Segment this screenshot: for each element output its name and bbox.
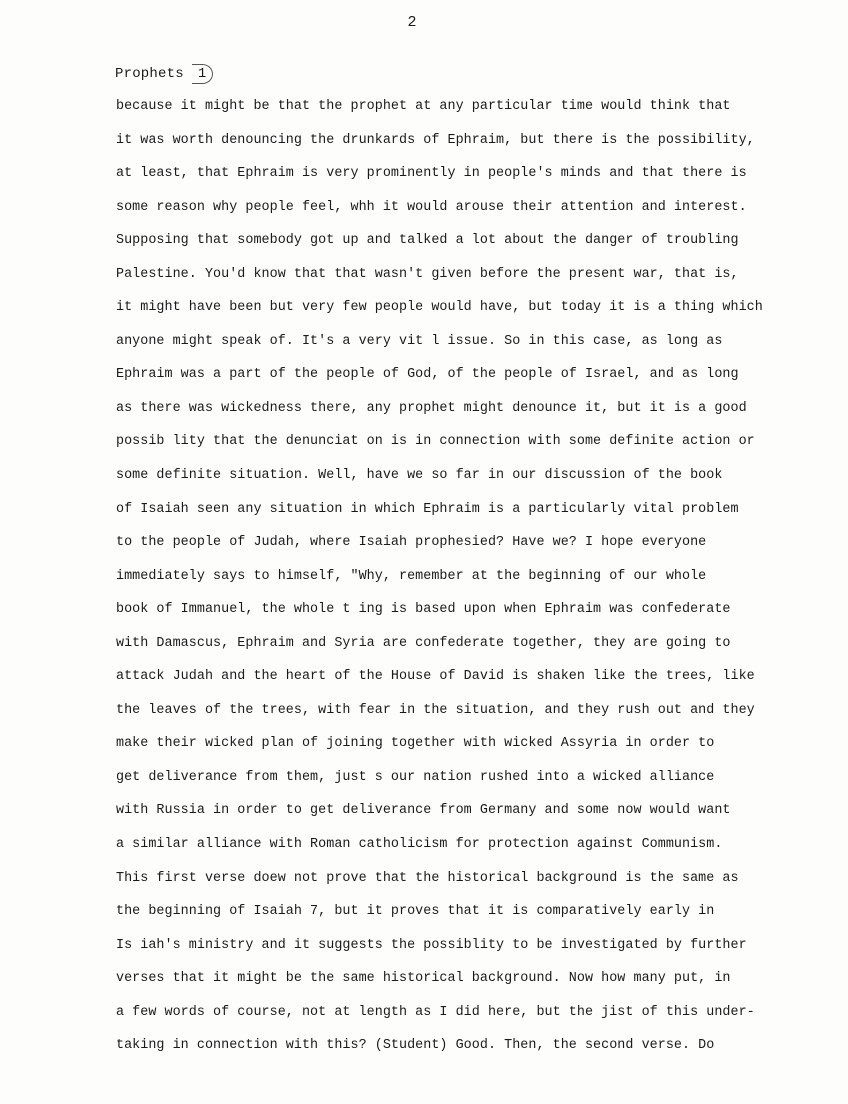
text-line: some definite situation. Well, have we so far in our discussion of the book bbox=[116, 468, 723, 484]
text-line: Is iah's ministry and it suggests the possiblity to be investigated by further bbox=[116, 937, 747, 953]
text-line: as there was wickedness there, any prophet might denounce it, but it is a good bbox=[116, 400, 747, 416]
header-marker: 1 bbox=[192, 64, 213, 84]
text-line: some reason why people feel, whh it would arouse their attention and interest. bbox=[116, 199, 747, 215]
body-text bbox=[116, 95, 796, 1068]
text-line: possib lity that the denunciat on is in connection with some definite action or bbox=[116, 434, 755, 450]
header-title: Prophets bbox=[115, 66, 184, 82]
text-line: of Isaiah seen any situation in which Ephraim is a particularly vital problem bbox=[116, 501, 739, 517]
text-line: it was worth denouncing the drunkards of Ephraim, but there is the possibility, bbox=[116, 132, 755, 148]
page-number: 2 bbox=[407, 14, 417, 31]
text-line: a few words of course, not at length as I did here, but the jist of this under- bbox=[116, 1004, 755, 1020]
text-line: to the people of Judah, where Isaiah prophesied? Have we? I hope everyone bbox=[116, 535, 707, 551]
text-line: it might have been but very few people would have, but today it is a thing which bbox=[116, 300, 763, 316]
text-line: a similar alliance with Roman catholicism for protection against Communism. bbox=[116, 837, 723, 853]
text-line: taking in connection with this? (Student) Good. Then, the second verse. Do bbox=[116, 1038, 715, 1054]
text-line: immediately says to himself, "Why, remember at the beginning of our whole bbox=[116, 568, 707, 584]
text-line: with Damascus, Ephraim and Syria are confederate together, they are going to bbox=[116, 635, 731, 651]
text-line: Ephraim was a part of the people of God, of the people of Israel, and as long bbox=[116, 367, 739, 383]
text-line: with Russia in order to get deliverance from Germany and some now would want bbox=[116, 803, 731, 819]
text-line: attack Judah and the heart of the House of David is shaken like the trees, like bbox=[116, 669, 755, 685]
text-line: Palestine. You'd know that that wasn't given before the present war, that is, bbox=[116, 266, 739, 282]
text-line: get deliverance from them, just s our nation rushed into a wicked alliance bbox=[116, 769, 715, 785]
text-line: book of Immanuel, the whole t ing is based upon when Ephraim was confederate bbox=[116, 602, 731, 618]
text-line: This first verse doew not prove that the historical background is the same as bbox=[116, 870, 739, 886]
text-line: the leaves of the trees, with fear in the situation, and they rush out and they bbox=[116, 702, 755, 718]
text-line: make their wicked plan of joining together with wicked Assyria in order to bbox=[116, 736, 715, 752]
page-header bbox=[115, 64, 213, 84]
text-line: verses that it might be the same historical background. Now how many put, in bbox=[116, 971, 731, 987]
text-line: Supposing that somebody got up and talked a lot about the danger of troubling bbox=[116, 233, 739, 249]
text-line: because it might be that the prophet at any particular time would think that bbox=[116, 99, 731, 114]
text-line: the beginning of Isaiah 7, but it proves that it is comparatively early in bbox=[116, 904, 715, 920]
text-line: anyone might speak of. It's a very vit l issue. So in this case, as long as bbox=[116, 333, 723, 349]
text-line: at least, that Ephraim is very prominently in people's minds and that there is bbox=[116, 166, 747, 182]
